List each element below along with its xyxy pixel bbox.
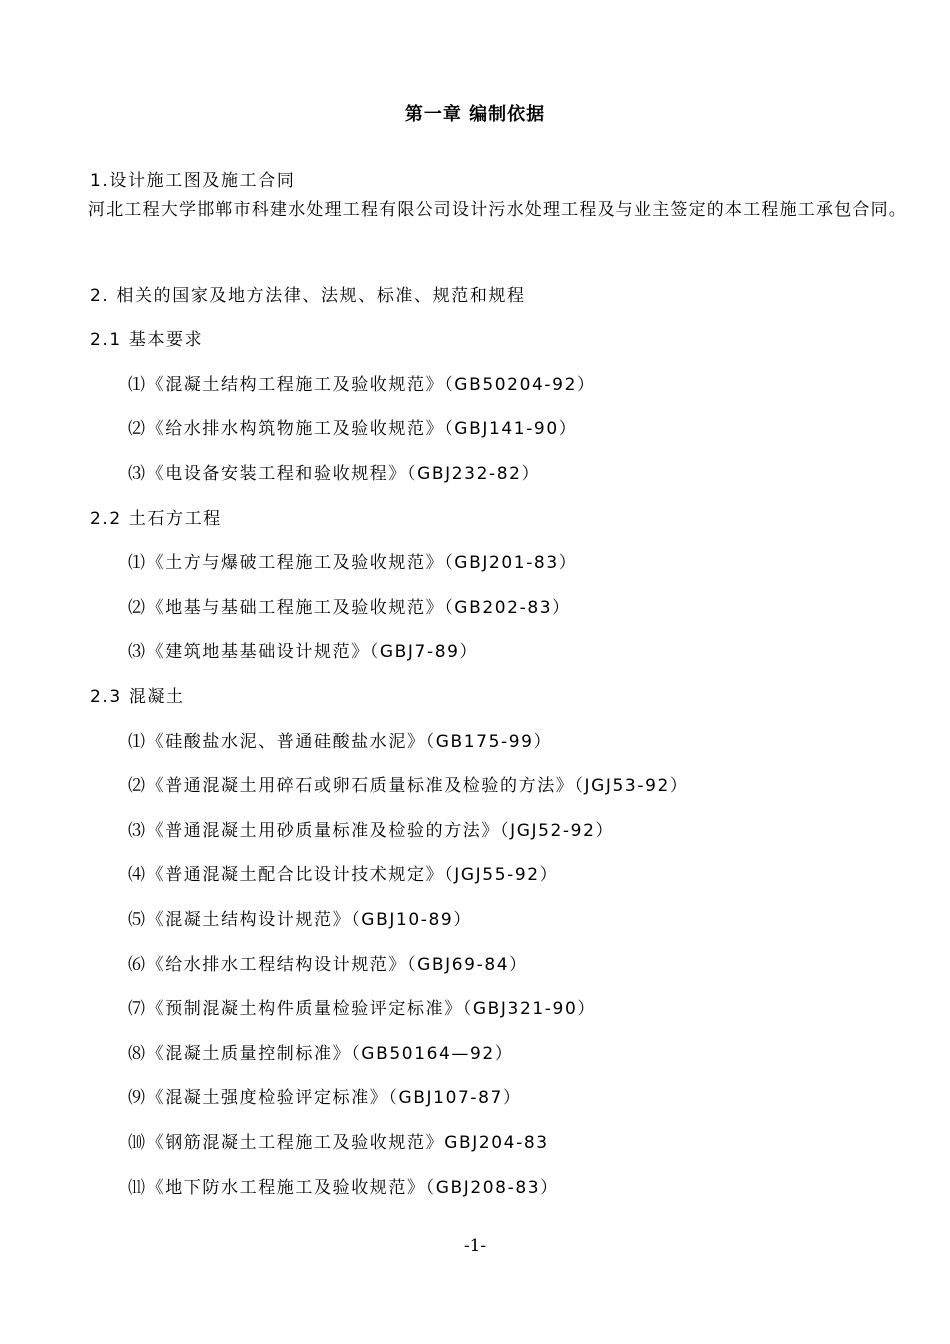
list-item: ⑴《土方与爆破工程施工及验收规范》（GBJ201-83） [128,553,578,573]
list-item: ⑶《普通混凝土用砂质量标准及检验的方法》（JGJ52-92） [128,821,615,841]
list-item: ⑴《硅酸盐水泥、普通硅酸盐水泥》（GB175-99） [128,732,553,752]
subsection-2-3-heading: 2.3 混凝土 [90,687,185,707]
list-item: ⑵《地基与基础工程施工及验收规范》（GB202-83） [128,598,571,618]
list-item: ⑴《混凝土结构工程施工及验收规范》（GB50204-92） [128,375,596,395]
page-number: -1- [463,1236,487,1256]
list-item: ⑶《建筑地基基础设计规范》（GBJ7-89） [128,642,479,662]
chapter-title: 第一章 编制依据 [404,104,546,125]
subsection-2-2-heading: 2.2 土石方工程 [90,509,222,529]
list-item: ⑻《混凝土质量控制标准》（GB50164—92） [128,1044,514,1064]
list-item: ⑶《电设备安装工程和验收规程》（GBJ232-82） [128,464,541,484]
list-item: ⑵《给水排水构筑物施工及验收规范》（GBJ141-90） [128,419,578,439]
list-item: ⑽《钢筋混凝土工程施工及验收规范》GBJ204-83 [128,1133,549,1153]
subsection-2-1-heading: 2.1 基本要求 [90,330,204,350]
list-item: ⑸《混凝土结构设计规范》（GBJ10-89） [128,910,472,930]
section-1-heading: 1.设计施工图及施工合同 [90,171,296,191]
list-item: ⑾《地下防水工程施工及验收规范》（GBJ208-83） [128,1178,559,1198]
list-item: ⑼《混凝土强度检验评定标准》（GBJ107-87） [128,1088,522,1108]
list-item: ⑵《普通混凝土用碎石或卵石质量标准及检验的方法》（JGJ53-92） [128,776,689,796]
section-1-body: 河北工程大学邯郸市科建水处理工程有限公司设计污水处理工程及与业主签定的本工程施工承包合同。 [88,200,907,220]
list-item: ⑷《普通混凝土配合比设计技术规定》（JGJ55-92） [128,865,559,885]
list-item: ⑺《预制混凝土构件质量检验评定标准》（GBJ321-90） [128,999,596,1019]
section-2-heading: 2. 相关的国家及地方法律、法规、标准、规范和规程 [90,286,526,306]
list-item: ⑹《给水排水工程结构设计规范》（GBJ69-84） [128,955,528,975]
